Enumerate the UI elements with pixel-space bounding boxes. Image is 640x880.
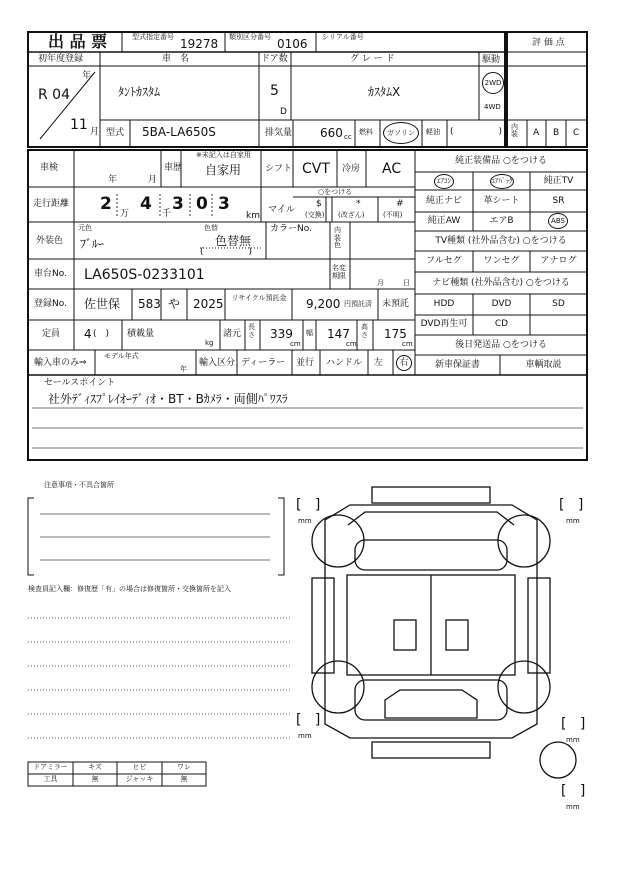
orig-color-label: 元色 xyxy=(78,224,92,232)
equip-tv: 純正TV xyxy=(543,176,574,186)
mileage-digit-3: 3 xyxy=(172,194,184,214)
spare-mm: mm xyxy=(566,803,580,811)
recycle-unit: 円預託済 xyxy=(344,300,372,308)
unit-man: 万 xyxy=(120,209,130,219)
model-no: 19278 xyxy=(180,37,219,51)
mileage-digit-1: 2 xyxy=(100,194,112,214)
meter-unknown-mark: # xyxy=(396,199,404,209)
reg-label: 登録No. xyxy=(34,299,67,309)
type-label: 型式 xyxy=(106,128,125,138)
chassis-label: 車台No. xyxy=(34,269,67,279)
equip-sr: SR xyxy=(552,196,565,206)
mileage-digit-4: 0 xyxy=(196,194,208,214)
height-label: 高さ xyxy=(361,323,368,339)
meter-tamper-text: (改ざん) xyxy=(338,211,365,219)
tire-fr-bracket: [ ] xyxy=(559,497,584,513)
legend-door-mirror: ドアミラー xyxy=(33,763,68,771)
meter-tamper-mark: * xyxy=(356,199,361,209)
reg-class: 583 xyxy=(138,297,161,311)
inspector-label: 検査員記入欄：修復歴「有」の場合は修復箇所・交換箇所を記入 xyxy=(28,585,231,593)
meter-swap-mark: $ xyxy=(316,199,322,209)
score-label: 評 価 点 xyxy=(532,38,565,48)
navi-hdd: HDD xyxy=(433,299,455,309)
orig-color-value: ﾌﾞﾙｰ xyxy=(80,237,105,251)
legend-jack: ジャッキ xyxy=(125,775,154,783)
fuel-bracket: ( ) xyxy=(450,127,503,137)
interior-color-label: 内装色 xyxy=(334,226,341,250)
capacity-label: 定員 xyxy=(42,329,61,339)
notes-label: 注意事項・不具合箇所 xyxy=(44,481,114,489)
dealer-label: ディーラー xyxy=(241,358,286,368)
parallel-label: 並行 xyxy=(296,358,315,368)
mileage-digit-5: 3 xyxy=(218,194,230,214)
legend-jack-value: 無 xyxy=(180,775,188,783)
color-change-bracket: ( ) xyxy=(200,247,253,257)
fuel-gasoline: ガソリン xyxy=(383,122,419,144)
transfer-deadline-label: 名変期限 xyxy=(332,264,346,281)
mile-label: マイル xyxy=(268,205,295,215)
tv-oneseg: ワンセグ xyxy=(483,256,520,266)
equip-aw: 純正AW xyxy=(427,216,461,226)
navi-title: ナビ種類 (社外品含む) ○をつける xyxy=(432,278,570,288)
capacity-value: 4 xyxy=(84,327,92,341)
category-no: 0106 xyxy=(277,37,308,51)
legend-break: ワレ xyxy=(177,763,191,771)
left-hand: 左 xyxy=(374,358,384,368)
meter-circle-note: ○をつける xyxy=(318,188,353,196)
length-unit: cm xyxy=(290,340,301,348)
reg-kana: や xyxy=(168,297,181,311)
door-label: ドア数 xyxy=(261,54,288,64)
mileage-digit-2: 4 xyxy=(140,194,152,214)
import-type-label: 輸入区分 xyxy=(199,358,236,368)
width-unit: cm xyxy=(346,340,357,348)
legend-tools: 工具 xyxy=(43,775,58,783)
spare-bracket: [ ] xyxy=(561,783,586,799)
type-value: 5BA-LA650S xyxy=(142,125,216,139)
model-no-label: 型式指定番号 xyxy=(132,33,174,41)
grade-value: ｶｽﾀﾑX xyxy=(368,85,401,99)
first-reg-month: 11 xyxy=(70,117,88,133)
kg-unit: kg xyxy=(205,339,214,347)
model-year-label: モデル年式 xyxy=(104,352,139,360)
transfer-day: 日 xyxy=(403,279,410,287)
recycle-value: 9,200 xyxy=(306,297,341,311)
capacity-bracket: ( ) xyxy=(93,329,110,339)
color-change-label: 色替 xyxy=(204,224,218,232)
history-value: 自家用 xyxy=(205,163,242,177)
length-value: 339 xyxy=(270,327,293,341)
equip-leather: 革シート xyxy=(483,196,520,206)
equip-abs: ABS xyxy=(548,213,568,229)
later-manual: 車輌取説 xyxy=(525,360,562,370)
legend-scratch: キズ xyxy=(88,763,102,771)
tire-rl-mm: mm xyxy=(298,732,312,740)
navi-sd: SD xyxy=(552,299,565,309)
month-unit: 月 xyxy=(90,127,100,137)
tire-rr-bracket: [ ] xyxy=(561,716,586,732)
drive-4wd: 4WD xyxy=(484,103,501,111)
navi-dvd-play: DVD再生可 xyxy=(420,319,468,329)
diesel-label: 軽油 xyxy=(426,128,440,136)
shaken-label: 車検 xyxy=(40,163,59,173)
ac-label: 冷房 xyxy=(342,164,361,174)
year-unit: 年 xyxy=(82,71,92,81)
door-type: D xyxy=(280,107,287,117)
shaken-month: 月 xyxy=(148,175,158,185)
width-value: 147 xyxy=(327,327,350,341)
tire-rl-bracket: [ ] xyxy=(296,712,321,728)
displacement-label: 排気量 xyxy=(265,128,293,138)
shift-label: シフト xyxy=(265,164,293,174)
history-note: ※未記入は自家用 xyxy=(196,151,251,159)
later-title: 後日発送品 ○をつける xyxy=(455,340,547,350)
height-value: 175 xyxy=(384,327,407,341)
recycle-label: リサイクル預託金 xyxy=(231,294,287,302)
car-name: ﾀﾝﾄｶｽﾀﾑ xyxy=(118,85,161,99)
drive-2wd: 2WD xyxy=(482,72,504,94)
legend-tools-value: 無 xyxy=(91,775,99,783)
color-label: 外装色 xyxy=(36,236,64,246)
cc-unit: cc xyxy=(344,133,352,141)
right-hand-circled: 右 xyxy=(396,355,412,371)
handle-label: ハンドル xyxy=(326,358,363,368)
interior-label: 内装 xyxy=(511,123,518,138)
meter-swap-text: (交換) xyxy=(305,211,325,219)
tv-analog: アナログ xyxy=(540,256,577,266)
later-warranty: 新車保証書 xyxy=(434,360,480,370)
model-year-unit: 年 xyxy=(180,365,187,373)
equip-airbag: ｴｱﾊﾞｯｸ xyxy=(490,174,514,189)
equip-navi: 純正ナビ xyxy=(425,196,462,206)
tire-fl-bracket: [ ] xyxy=(296,497,321,513)
transfer-month: 月 xyxy=(377,279,384,287)
load-label: 積載量 xyxy=(127,329,155,339)
meter-unknown-text: (不明) xyxy=(383,211,403,219)
tire-fl-mm: mm xyxy=(298,517,312,525)
reg-number: 2025 xyxy=(193,297,224,311)
tire-fr-mm: mm xyxy=(566,517,580,525)
shaken-year: 年 xyxy=(108,175,118,185)
sales-text: 社外ﾃﾞｨｽﾌﾟﾚｲｵｰﾃﾞｨｵ・BT・Bｶﾒﾗ・両側ﾊﾟﾜｽﾗ xyxy=(48,392,288,406)
sales-label: セールスポイント xyxy=(44,378,116,388)
fuel-label: 燃料 xyxy=(359,128,373,136)
interior-c: C xyxy=(573,128,580,138)
unit-km: km xyxy=(246,211,260,221)
dims-label: 諸元 xyxy=(223,329,242,339)
ac-value: AC xyxy=(382,161,402,177)
category-label: 類別区分番号 xyxy=(229,33,271,41)
recycle-unpaid: 未預託 xyxy=(382,299,410,309)
shift-value: CVT xyxy=(302,161,330,177)
serial-label: シリアル番号 xyxy=(322,33,364,41)
interior-b: B xyxy=(553,128,560,138)
navi-cd: CD xyxy=(494,319,509,329)
unit-sen: 千 xyxy=(162,209,172,219)
drive-label: 駆動 xyxy=(482,55,501,65)
tire-rr-mm: mm xyxy=(566,736,580,744)
tv-fullseg: フルセグ xyxy=(426,256,462,266)
length-label: 長さ xyxy=(248,323,255,339)
form-title: 出 品 票 xyxy=(48,32,108,51)
equip-aircon: ｴｱｺﾝ xyxy=(434,174,454,189)
legend-crack: ヒビ xyxy=(132,763,147,771)
color-change-value: 色替無 xyxy=(215,234,252,248)
car-name-label: 車 名 xyxy=(162,54,190,64)
first-reg-label: 初年度登録 xyxy=(38,54,84,64)
tv-title: TV種類 (社外品含む) ○をつける xyxy=(435,236,567,246)
history-label: 車歴 xyxy=(164,163,183,173)
reg-area: 佐世保 xyxy=(84,297,121,311)
mileage-label: 走行距離 xyxy=(33,199,70,209)
equip-title: 純正装備品 ○をつける xyxy=(455,156,547,166)
width-label: 幅 xyxy=(306,329,313,337)
navi-dvd: DVD xyxy=(491,299,512,309)
door-count: 5 xyxy=(270,83,279,99)
displacement-value: 660 xyxy=(320,126,343,140)
color-no-label: カラーNo. xyxy=(270,224,312,234)
car-diagram xyxy=(312,487,576,778)
height-unit: cm xyxy=(402,340,413,348)
interior-a: A xyxy=(533,128,540,138)
import-label: 輸入車のみ⇒ xyxy=(34,358,87,368)
equip-airb: エアB xyxy=(489,216,514,226)
grade-label: グ レ ー ド xyxy=(350,54,395,64)
first-reg-year: R 04 xyxy=(38,87,70,103)
chassis-value: LA650S-0233101 xyxy=(84,267,205,283)
